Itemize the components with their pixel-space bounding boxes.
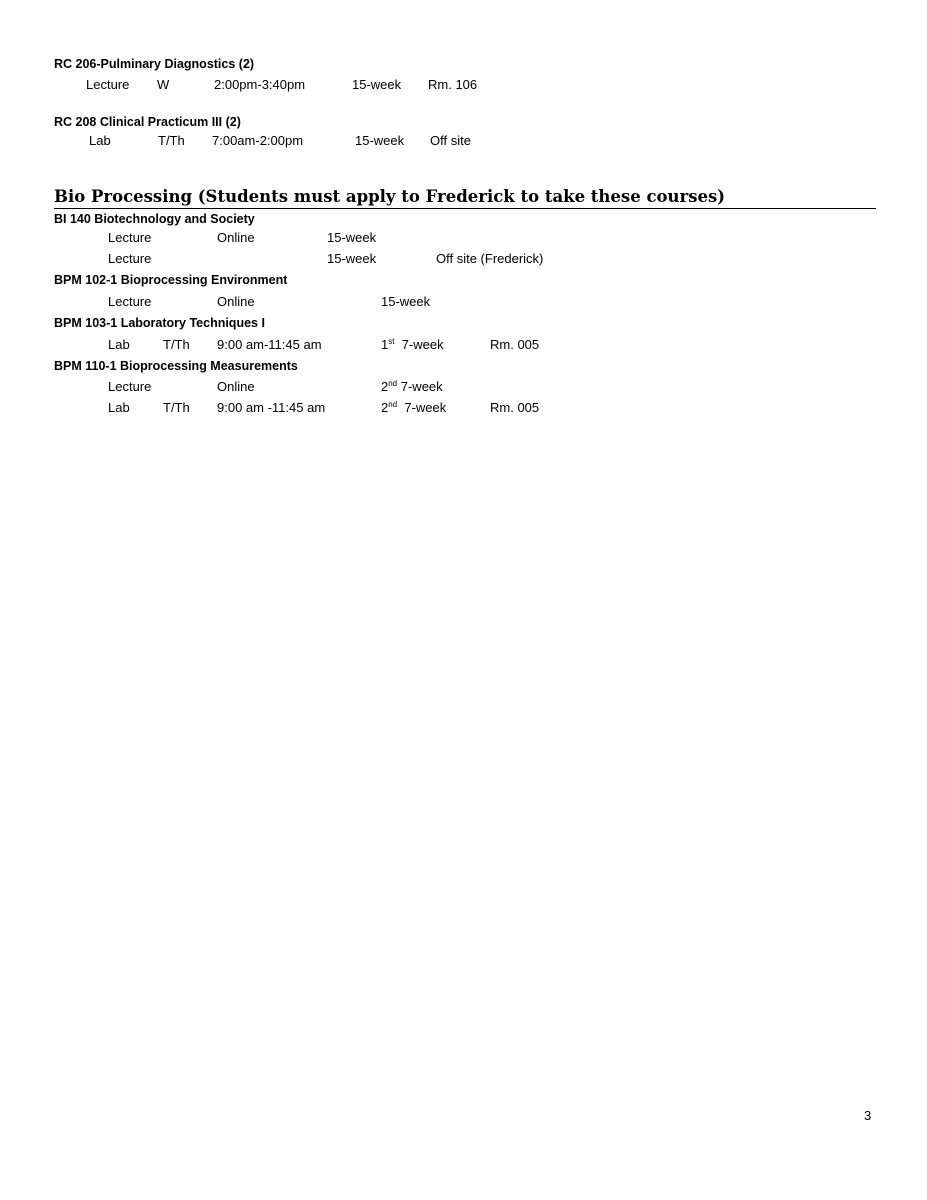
schedule-room: Off site <box>430 133 471 148</box>
course-title-bpm110: BPM 110-1 Bioprocessing Measurements <box>54 359 298 373</box>
schedule-term: 15-week <box>381 294 431 309</box>
schedule-days: T/Th <box>163 400 190 415</box>
schedule-days: Online <box>217 230 255 245</box>
schedule-days: T/Th <box>158 133 185 148</box>
schedule-time: 2:00pm-3:40pm <box>214 77 306 92</box>
course-title-rc206: RC 206-Pulminary Diagnostics (2) <box>54 57 255 71</box>
schedule-room: Rm. 106 <box>428 77 478 92</box>
schedule-days: Online <box>217 379 255 394</box>
schedule-type: Lecture <box>108 251 152 266</box>
schedule-term: 1st 7-week <box>381 337 444 352</box>
schedule-term: 2nd 7-week <box>381 400 447 415</box>
schedule-type: Lab <box>108 400 130 415</box>
schedule-room: Rm. 005 <box>490 337 540 352</box>
course-title-bi140: BI 140 Biotechnology and Society <box>54 212 255 226</box>
schedule-term: 15-week <box>327 251 377 266</box>
section-heading: Bio Processing (Students must apply to Frederick to take these courses) <box>54 187 726 206</box>
schedule-days: W <box>157 77 170 92</box>
schedule-room: Off site (Frederick) <box>436 251 544 266</box>
schedule-type: Lecture <box>108 294 152 309</box>
schedule-days: Online <box>217 294 255 309</box>
schedule-type: Lecture <box>108 379 152 394</box>
schedule-type: Lecture <box>86 77 130 92</box>
schedule-time: 9:00 am -11:45 am <box>217 400 326 415</box>
course-title-bpm103: BPM 103-1 Laboratory Techniques I <box>54 316 265 330</box>
schedule-room: Rm. 005 <box>490 400 540 415</box>
course-title-bpm102: BPM 102-1 Bioprocessing Environment <box>54 273 288 287</box>
schedule-time: 7:00am-2:00pm <box>212 133 304 148</box>
schedule-time: 9:00 am-11:45 am <box>217 337 322 352</box>
schedule-term: 15-week <box>355 133 405 148</box>
schedule-type: Lab <box>108 337 130 352</box>
schedule-term: 15-week <box>352 77 402 92</box>
schedule-term: 15-week <box>327 230 377 245</box>
page-number: 3 <box>864 1108 872 1123</box>
section-divider <box>54 208 876 209</box>
schedule-term: 2nd 7-week <box>381 379 443 394</box>
course-title-rc208: RC 208 Clinical Practicum III (2) <box>54 115 241 129</box>
schedule-type: Lecture <box>108 230 152 245</box>
schedule-type: Lab <box>89 133 111 148</box>
schedule-days: T/Th <box>163 337 190 352</box>
